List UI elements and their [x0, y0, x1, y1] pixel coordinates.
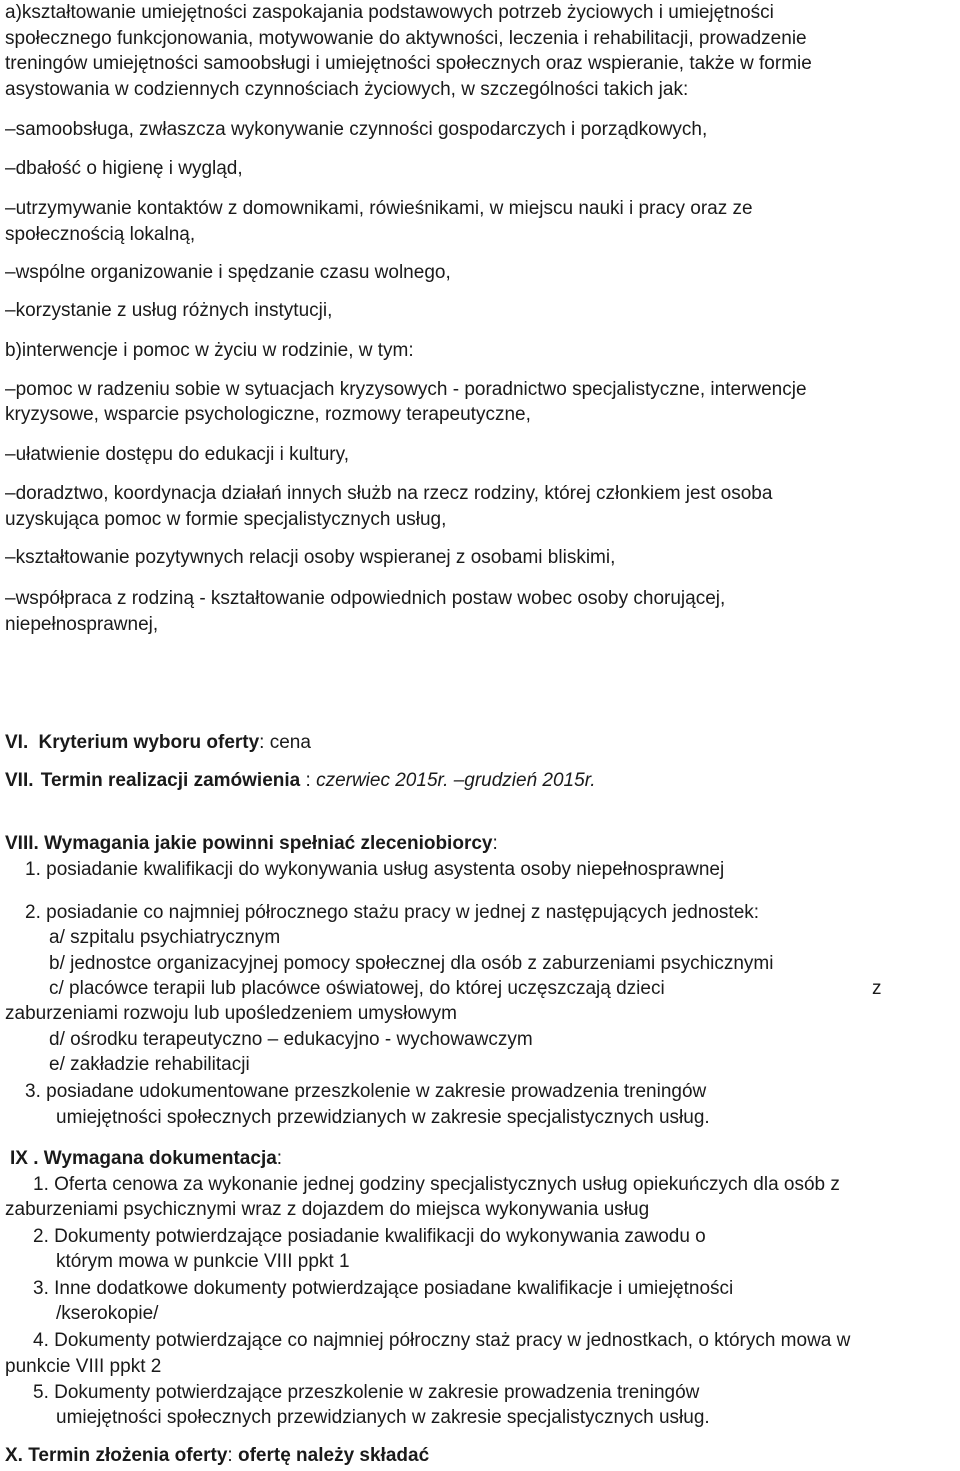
heading-colon: : — [276, 1148, 283, 1169]
intro-line: społecznego funkcjonowania, motywowanie do aktywności, leczenia i rehabilitacji, prowadzenie — [5, 28, 807, 49]
list-item: 3. Inne dodatkowe dokumenty potwierdzające posiadane kwalifikacje i umiejętności — [33, 1278, 734, 1299]
list-item-continuation: społecznością lokalną, — [5, 224, 196, 245]
list-item-continuation: zaburzeniami psychicznymi wraz z dojazdem do miejsca wykonywania usług — [5, 1199, 650, 1220]
sub-item-continuation: zaburzeniami rozwoju lub upośledzeniem umysłowym — [5, 1003, 457, 1024]
list-item: 4. Dokumenty potwierdzające co najmniej półroczny staż pracy w jednostkach, o których mowa w — [33, 1330, 851, 1351]
section-heading: Kryterium wyboru oferty — [38, 732, 260, 753]
list-item: 2. Dokumenty potwierdzające posiadanie kwalifikacji do wykonywania zawodu o — [33, 1226, 706, 1247]
heading-colon: : — [227, 1445, 238, 1466]
section-viii-heading — [5, 831, 498, 857]
section-heading: Termin realizacji zamówienia — [40, 770, 301, 791]
list-item: 3. posiadane udokumentowane przeszkolenie w zakresie prowadzenia treningów — [25, 1081, 707, 1102]
list-item: –ułatwienie dostępu do edukacji i kultury, — [5, 444, 349, 465]
section-number: VII. — [5, 770, 34, 791]
heading-colon: : — [492, 833, 498, 854]
intro-line: a)kształtowanie umiejętności zaspokajania podstawowych potrzeb życiowych i umiejętności — [5, 2, 774, 23]
list-item: –kształtowanie pozytywnych relacji osoby wspieranej z osobami bliskimi, — [5, 547, 616, 568]
section-ix-heading — [10, 1146, 282, 1172]
sub-item: a/ szpitalu psychiatrycznym — [49, 927, 281, 948]
sub-item: e/ zakładzie rehabilitacji — [49, 1054, 250, 1075]
list-item: –współpraca z rodziną - kształtowanie odpowiednich postaw wobec osoby chorującej, — [5, 588, 726, 609]
list-item-continuation: uzyskująca pomoc w formie specjalistycznych usług, — [5, 509, 447, 530]
sub-item: c/ placówce terapii lub placówce oświatowej, do której uczęszczają dzieci — [49, 978, 665, 999]
section-value: czerwiec 2015r. –grudzień 2015r. — [316, 770, 596, 791]
section-number: VI. — [5, 732, 29, 753]
list-item: –doradztwo, koordynacja działań innych służb na rzecz rodziny, której członkiem jest osoba — [5, 483, 773, 504]
list-item-continuation: niepełnosprawnej, — [5, 614, 159, 635]
list-item: 2. posiadanie co najmniej półrocznego stażu pracy w jednej z następujących jednostek: — [25, 902, 760, 923]
list-item: 1. posiadanie kwalifikacji do wykonywania usług asystenta osoby niepełnosprawnej — [25, 859, 725, 880]
list-item: –korzystanie z usług różnych instytucji, — [5, 300, 333, 321]
section-value: ofertę należy składać — [237, 1445, 430, 1466]
sub-item: b/ jednostce organizacyjnej pomocy społecznej dla osób z zaburzeniami psychicznymi — [49, 953, 774, 974]
list-item-continuation: którym mowa w punkcie VIII ppkt 1 — [56, 1251, 350, 1272]
intro-line: treningów umiejętności samoobsługi i umiejętności społecznych oraz wspieranie, także w formie — [5, 53, 812, 74]
sub-item: d/ ośrodku terapeutyczno – edukacyjno - wychowawczym — [49, 1029, 533, 1050]
intro-line: asystowania w codziennych czynnościach życiowych, w szczególności takich jak: — [5, 79, 689, 100]
list-item-continuation: punkcie VIII ppkt 2 — [5, 1356, 162, 1377]
list-item-continuation: umiejętności społecznych przewidzianych w zakresie specjalistycznych usług. — [56, 1107, 710, 1128]
section-vi — [5, 730, 311, 756]
list-item: –utrzymywanie kontaktów z domownikami, rówieśnikami, w miejscu nauki i pracy oraz ze — [5, 198, 753, 219]
list-item: –wspólne organizowanie i spędzanie czasu wolnego, — [5, 262, 451, 283]
section-value: : cena — [259, 732, 311, 753]
section-b-heading: b)interwencje i pomoc w życiu w rodzinie, w tym: — [5, 340, 414, 361]
list-item-continuation: /kserokopie/ — [56, 1303, 159, 1324]
section-heading: VIII. Wymagania jakie powinni spełniać zleceniobiorcy — [5, 833, 493, 854]
list-item: –samoobsługa, zwłaszcza wykonywanie czynności gospodarczych i porządkowych, — [5, 119, 708, 140]
section-heading: IX . Wymagana dokumentacja — [10, 1148, 277, 1169]
section-x — [5, 1443, 429, 1469]
list-item: –pomoc w radzeniu sobie w sytuacjach kryzysowych - poradnictwo specjalistyczne, interwencje — [5, 379, 807, 400]
section-separator: : — [300, 770, 317, 791]
list-item-continuation: umiejętności społecznych przewidzianych w zakresie specjalistycznych usług. — [56, 1407, 710, 1428]
list-item: –dbałość o higienę i wygląd, — [5, 158, 243, 179]
list-item: 1. Oferta cenowa za wykonanie jednej godziny specjalistycznych usług opiekuńczych dla osób z — [33, 1174, 840, 1195]
list-item-continuation: kryzysowe, wsparcie psychologiczne, rozmowy terapeutyczne, — [5, 404, 531, 425]
section-vii — [5, 768, 596, 794]
list-item: 5. Dokumenty potwierdzające przeszkolenie w zakresie prowadzenia treningów — [33, 1382, 700, 1403]
section-heading: X. Termin złożenia oferty — [5, 1445, 228, 1466]
sub-item-trailing: z — [872, 978, 882, 999]
